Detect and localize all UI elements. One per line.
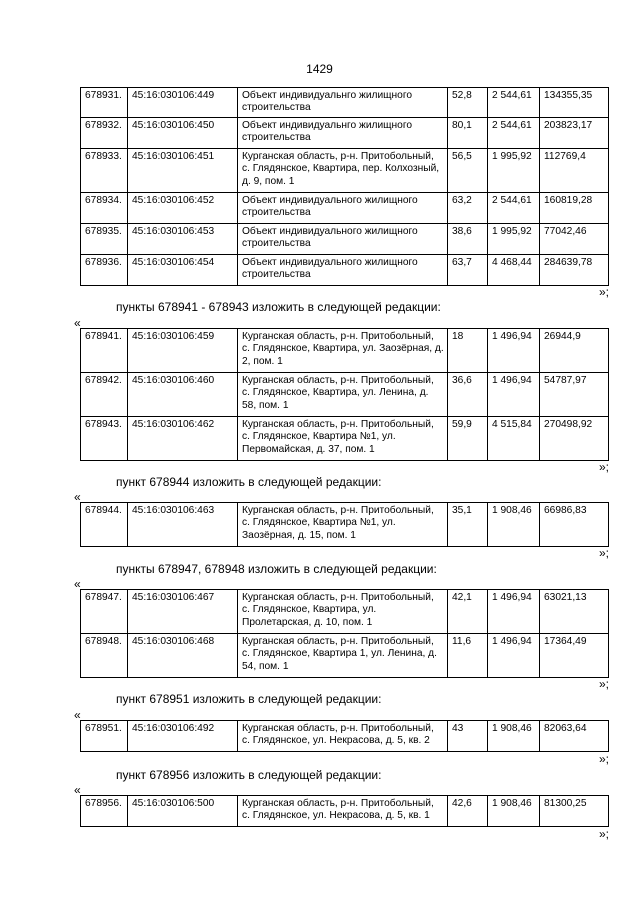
specific-value: 4 468,44 [488, 255, 540, 286]
area: 18 [448, 329, 488, 373]
table-row [81, 373, 609, 417]
area: 63,7 [448, 255, 488, 286]
object-address: Объект индивидуальнго жилищного строительства [238, 88, 448, 118]
cadastral-value: 66986,83 [540, 503, 609, 547]
cadastral-value: 270498,92 [540, 417, 609, 461]
specific-value: 1 908,46 [488, 503, 540, 547]
area: 56,5 [448, 149, 488, 193]
object-address: Курганская область, р-н. Притобольный, с. Глядянское, Квартира, пер. Колхозный, д. 9, пом. 1 [238, 149, 448, 193]
table-row [81, 255, 609, 286]
object-address: Курганская область, р-н. Притобольный, с. Глядянское, Квартира, ул. Пролетарская, д. 10, пом. 1 [238, 590, 448, 634]
closing-quote: »; [598, 285, 609, 299]
closing-quote: »; [598, 752, 609, 766]
cadastral-value: 81300,25 [540, 796, 609, 827]
cadastral-value: 77042,46 [540, 224, 609, 255]
page-number: 1429 [306, 62, 333, 76]
cadastral-value: 82063,64 [540, 721, 609, 752]
item-number: 678932. [81, 118, 128, 149]
specific-value: 1 496,94 [488, 634, 540, 678]
specific-value: 1 995,92 [488, 224, 540, 255]
closing-quote: »; [598, 460, 609, 474]
cadastral-number: 45:16:030106:460 [128, 373, 238, 417]
item-number: 678931. [81, 88, 128, 118]
cadastral-value: 17364,49 [540, 634, 609, 678]
table-row [81, 417, 609, 461]
specific-value: 1 496,94 [488, 329, 540, 373]
amendment-heading: пункты 678941 - 678943 изложить в следующей редакции: [116, 300, 441, 314]
amendment-heading: пункт 678956 изложить в следующей редакции: [116, 768, 382, 782]
specific-value: 2 544,61 [488, 118, 540, 149]
item-number: 678936. [81, 255, 128, 286]
table-row [81, 796, 609, 827]
closing-quote: »; [598, 677, 609, 691]
registry-table-1 [80, 87, 608, 286]
area: 43 [448, 721, 488, 752]
cadastral-number: 45:16:030106:492 [128, 721, 238, 752]
object-address: Объект индивидуального жилищного строительства [238, 193, 448, 224]
cadastral-value: 63021,13 [540, 590, 609, 634]
table-row [81, 329, 609, 373]
table-row [81, 224, 609, 255]
amendment-heading: пункт 678944 изложить в следующей редакции: [116, 475, 382, 489]
area: 11,6 [448, 634, 488, 678]
closing-quote: »; [598, 546, 609, 560]
object-address: Курганская область, р-н. Притобольный, с. Глядянское, ул. Некрасова, д. 5, кв. 1 [238, 796, 448, 827]
item-number: 678944. [81, 503, 128, 547]
cadastral-value: 134355,35 [540, 88, 609, 118]
table-row [81, 634, 609, 678]
cadastral-number: 45:16:030106:468 [128, 634, 238, 678]
cadastral-number: 45:16:030106:452 [128, 193, 238, 224]
registry-table-2 [80, 328, 608, 461]
area: 52,8 [448, 88, 488, 118]
opening-quote: « [74, 708, 81, 722]
item-number: 678935. [81, 224, 128, 255]
item-number: 678951. [81, 721, 128, 752]
item-number: 678934. [81, 193, 128, 224]
area: 59,9 [448, 417, 488, 461]
cadastral-value: 26944,9 [540, 329, 609, 373]
cadastral-value: 112769,4 [540, 149, 609, 193]
registry-table-6 [80, 795, 608, 827]
object-address: Курганская область, р-н. Притобольный, с. Глядянское, ул. Некрасова, д. 5, кв. 2 [238, 721, 448, 752]
cadastral-number: 45:16:030106:463 [128, 503, 238, 547]
object-address: Объект индивидуальнго жилищного строительства [238, 118, 448, 149]
table-row [81, 149, 609, 193]
area: 42,6 [448, 796, 488, 827]
item-number: 678933. [81, 149, 128, 193]
opening-quote: « [74, 577, 81, 591]
cadastral-number: 45:16:030106:451 [128, 149, 238, 193]
object-address: Объект индивидуального жилищного строительства [238, 224, 448, 255]
cadastral-number: 45:16:030106:454 [128, 255, 238, 286]
opening-quote: « [74, 490, 81, 504]
specific-value: 1 496,94 [488, 590, 540, 634]
specific-value: 2 544,61 [488, 193, 540, 224]
amendment-heading: пункты 678947, 678948 изложить в следующей редакции: [116, 562, 437, 576]
item-number: 678956. [81, 796, 128, 827]
object-address: Объект индивидуального жилищного строительства [238, 255, 448, 286]
object-address: Курганская область, р-н. Притобольный, с. Глядянское, Квартира, ул. Заозёрная, д. 2, пом. 1 [238, 329, 448, 373]
area: 42,1 [448, 590, 488, 634]
opening-quote: « [74, 783, 81, 797]
item-number: 678943. [81, 417, 128, 461]
cadastral-number: 45:16:030106:462 [128, 417, 238, 461]
item-number: 678941. [81, 329, 128, 373]
table-row [81, 118, 609, 149]
item-number: 678948. [81, 634, 128, 678]
registry-table-4 [80, 589, 608, 678]
area: 80,1 [448, 118, 488, 149]
registry-table-5 [80, 720, 608, 752]
registry-table-3 [80, 502, 608, 547]
cadastral-number: 45:16:030106:459 [128, 329, 238, 373]
cadastral-value: 160819,28 [540, 193, 609, 224]
area: 35,1 [448, 503, 488, 547]
specific-value: 4 515,84 [488, 417, 540, 461]
cadastral-number: 45:16:030106:500 [128, 796, 238, 827]
table-row [81, 721, 609, 752]
opening-quote: « [74, 316, 81, 330]
table-row [81, 193, 609, 224]
area: 63,2 [448, 193, 488, 224]
object-address: Курганская область, р-н. Притобольный, с. Глядянское, Квартира, ул. Ленина, д. 58, пом. 1 [238, 373, 448, 417]
cadastral-number: 45:16:030106:450 [128, 118, 238, 149]
specific-value: 1 496,94 [488, 373, 540, 417]
table-row [81, 590, 609, 634]
item-number: 678947. [81, 590, 128, 634]
item-number: 678942. [81, 373, 128, 417]
specific-value: 2 544,61 [488, 88, 540, 118]
object-address: Курганская область, р-н. Притобольный, с. Глядянское, Квартира 1, ул. Ленина, д. 54, пом. 1 [238, 634, 448, 678]
table-row [81, 88, 609, 118]
specific-value: 1 908,46 [488, 721, 540, 752]
object-address: Курганская область, р-н. Притобольный, с. Глядянское, Квартира №1, ул. Первомайская, д. 37, пом. 1 [238, 417, 448, 461]
cadastral-value: 54787,97 [540, 373, 609, 417]
cadastral-value: 203823,17 [540, 118, 609, 149]
specific-value: 1 908,46 [488, 796, 540, 827]
cadastral-number: 45:16:030106:467 [128, 590, 238, 634]
cadastral-number: 45:16:030106:449 [128, 88, 238, 118]
area: 38,6 [448, 224, 488, 255]
amendment-heading: пункт 678951 изложить в следующей редакции: [116, 692, 382, 706]
cadastral-number: 45:16:030106:453 [128, 224, 238, 255]
specific-value: 1 995,92 [488, 149, 540, 193]
object-address: Курганская область, р-н. Притобольный, с. Глядянское, Квартира №1, ул. Заозёрная, д. 15, пом. 1 [238, 503, 448, 547]
cadastral-value: 284639,78 [540, 255, 609, 286]
area: 36,6 [448, 373, 488, 417]
table-row [81, 503, 609, 547]
closing-quote: »; [598, 827, 609, 841]
